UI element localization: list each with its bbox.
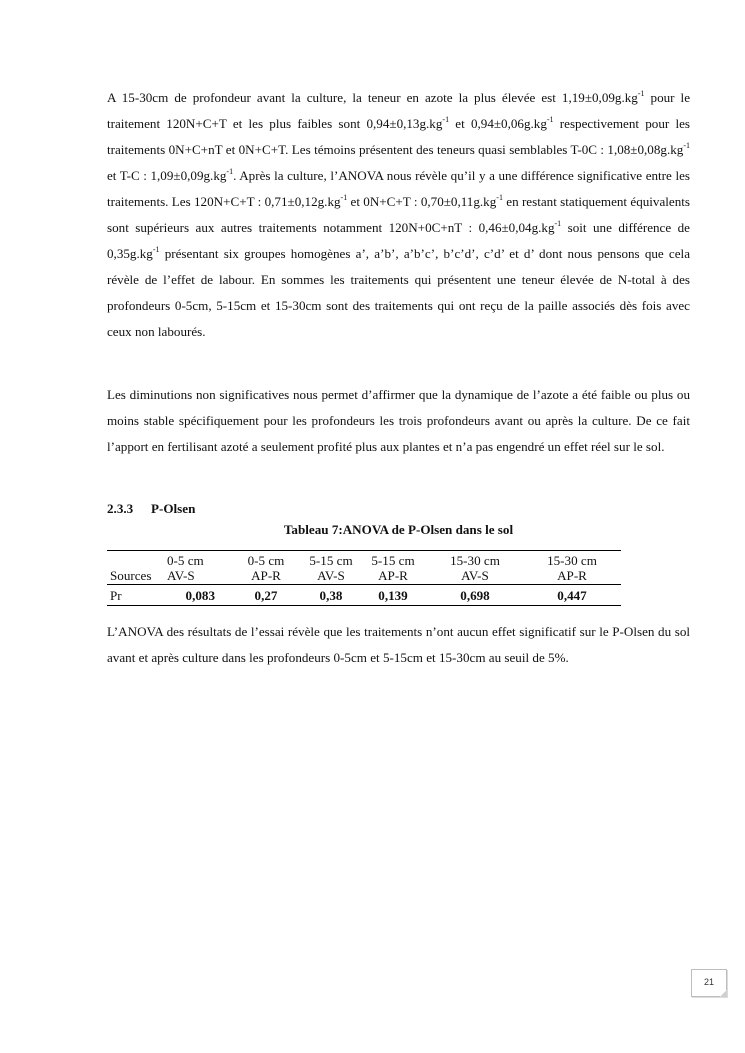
table-row bbox=[107, 585, 621, 606]
cell-value: 0,698 bbox=[460, 588, 490, 603]
anova-table bbox=[107, 550, 621, 606]
paragraph-nitrogen-dynamics: Les diminutions non significatives nous permet d’affirmer que la dynamique de l’azote a été faible ou plus ou moins stable spécifiquement pour les profondeurs les trois profondeurs avant ou après la culture. De ce fait l’apport en fertilisant azoté a seulement profité plus aux plantes et n’a pas engendré un effet réel sur le sol. bbox=[107, 387, 690, 454]
cell-value: 0,447 bbox=[557, 588, 587, 603]
page-number: 21 bbox=[691, 969, 727, 997]
header-col-2: 0-5 cm AP-R bbox=[247, 553, 285, 583]
section-heading bbox=[107, 501, 195, 517]
section-title: P-Olsen bbox=[151, 501, 196, 516]
cell-value: 0,38 bbox=[319, 588, 343, 603]
cell-value: 0,139 bbox=[378, 588, 408, 603]
header-col-4: 5-15 cm AP-R bbox=[371, 553, 415, 583]
header-col-3: 5-15 cm AV-S bbox=[309, 553, 353, 583]
header-col-6: 15-30 cm AP-R bbox=[547, 553, 597, 583]
paragraph-p-olsen-result: L’ANOVA des résultats de l’essai révèle que les traitements n’ont aucun effet significatif sur le P-Olsen du sol avant et après culture dans les profondeurs 0-5cm et 5-15cm et 15-30cm au seuil de 5%. bbox=[107, 624, 690, 665]
cell-value: 0,083 bbox=[185, 588, 215, 603]
cell-value: 0,27 bbox=[254, 588, 278, 603]
header-sources: Sources bbox=[110, 568, 152, 583]
section-number: 2.3.3 bbox=[107, 501, 134, 516]
row-source: Pr bbox=[110, 588, 122, 603]
table-header-row bbox=[107, 551, 621, 585]
header-col-5: 15-30 cm AV-S bbox=[450, 553, 500, 583]
paragraph-nitrogen-15-30cm: A 15-30cm de profondeur avant la culture, la teneur en azote la plus élevée est $1,19\pm 0,09g.kg^{-1}$ pour le traitement 120N+C+T et les plus faibles sont $0,94\pm 0,13g.kg^{-1}$ et $0,94\pm 0,06g.kg^{-1}$ respectivement pour les traitements 0N+C+nT et 0N+C+T. Les témoins présentent des teneurs quasi semblables T-0C : $1,08\pm 0,08g.kg^{-1}$ et T-C : $1,09\pm 0,09g.kg^{-1}$. Après la culture, l’ANOVA nous révèle qu’il y a une différence significative entre les traitements. Les 120N+C+T : $0,71\pm 0,12g.kg^{-1}$ et 0N+C+T : $0,70\pm 0,11g.kg^{-1}$ en restant statiquement équivalents sont supérieurs aux autres traitements notamment 120N+0C+nT : $0,46\pm 0,04g.kg^{-1}$ soit une différence de $0,35g.kg^{-1}$ présentant six groupes homogènes a’, a’b’, a’b’c’, b’c’d’, c’d’ et d’ dont nous pensons que cela révèle de l’effet de labour. En sommes les traitements qui présentent une teneur élevée de N-total à des profondeurs 0-5cm, 5-15cm et 15-30cm sont des traitements qui ont reçu de la paille associés dès fois avec ceux non labourés. bbox=[107, 88, 691, 339]
header-col-1: 0-5 cm AV-S bbox=[167, 553, 204, 583]
table-caption: Tableau 7:ANOVA de P-Olsen dans le sol bbox=[283, 522, 514, 537]
page-curl-icon bbox=[720, 990, 727, 997]
